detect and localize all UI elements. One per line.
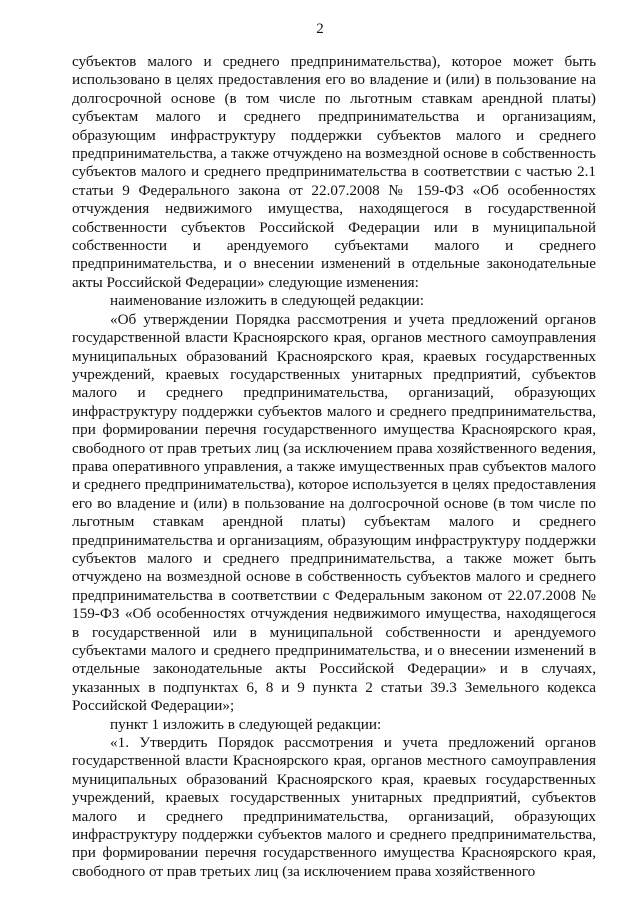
paragraph-2: наименование изложить в следующей редакции:: [110, 292, 424, 310]
paragraph-4: пункт 1 изложить в следующей редакции:: [110, 715, 382, 733]
paragraph-3: «Об утверждении Порядка рассмотрения и учета предложений органов государственной власти Красноярского края, органов местного самоуправления муниципальных образований Красноярского края, краевых государственных учреждений, краевых государственных унитарных предприятий, субъектов малого и среднего предпринимательства, организаций, образующих инфраструктуру поддержки субъектов малого и среднего предпринимательства, при формировании перечня государственного имущества Красноярского края, свободного от прав третьих лиц (за исключением права хозяйственного ведения, права оперативного управления, а также имущественных прав субъектов малого и среднего предпринимательства), которое используется в целях предоставления его во владение и (или) в пользование на долгосрочной основе (в том числе по льготным ставкам арендной платы) субъектам малого и среднего предпринимательства и организациям, образующим инфраструктуру поддержки субъектов малого и среднего предпринимательства, а также может быть отчуждено на возмездной основе в собственность субъектов малого и среднего предпринимательства в соответствии с Федеральным законом от 22.07.2008 № 159-ФЗ «Об особенностях отчуждения недвижимого имущества, находящегося в государственной или в муниципальной собственности и арендуемого субъектами малого и среднего предпринимательства, и о внесении изменений в отдельные законодательные акты Российской Федерации» и в случаях, указанных в подпунктах 6, 8 и 9 пункта 2 статьи 39.3 Земельного кодекса Российской Федерации»;: [72, 310, 596, 715]
paragraph-1: субъектов малого и среднего предпринимательства), которое может быть использовано в целях предоставления его во владение и (или) в пользование на долгосрочной основе (в том числе по льготным ставкам арендной платы) субъектам малого и среднего предпринимательства и организациям, образующим инфраструктуру поддержки субъектов малого и среднего предпринимательства, а также отчуждено на возмездной основе в собственность субъектов малого и среднего предпринимательства в соответствии с частью 2.1 статьи 9 Федерального закона от 22.07.2008 № 159-ФЗ «Об особенностях отчуждения недвижимого имущества, находящегося в государственной собственности субъектов Российской Федерации или в муниципальной собственности и арендуемого субъектами малого и среднего предпринимательства, и о внесении изменений в отдельные законодательные акты Российской Федерации» следующие изменения:: [72, 53, 596, 291]
page-number: 2: [316, 21, 324, 37]
paragraph-5: «1. Утвердить Порядок рассмотрения и учета предложений органов государственной власти Красноярского края, органов местного самоуправления муниципальных образований Красноярского края, краевых государственных учреждений, краевых государственных унитарных предприятий, субъектов малого и среднего предпринимательства, организаций, образующих инфраструктуру поддержки субъектов малого и среднего предпринимательства, при формировании перечня государственного имущества Красноярского края, свободного от прав третьих лиц (за исключением права хозяйственного: [72, 734, 596, 880]
document-body: [72, 53, 596, 881]
